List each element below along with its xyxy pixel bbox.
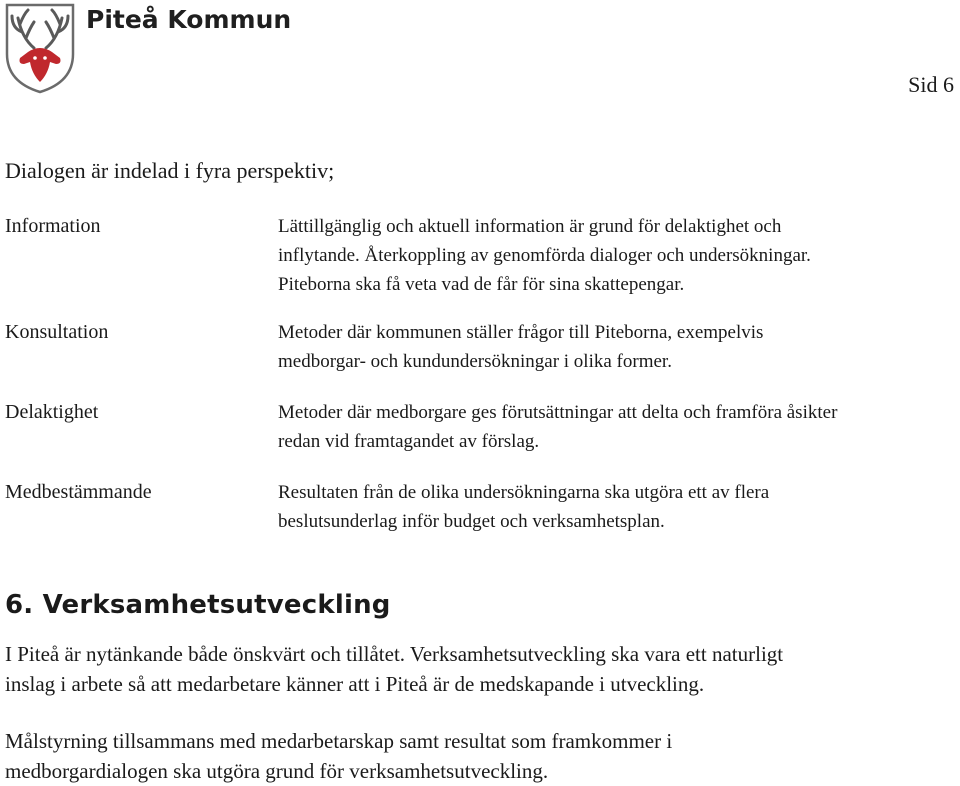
perspective-description-delaktighet (278, 398, 958, 456)
description-line: Resultaten från de olika undersökningarna ska utgöra ett av flera (278, 482, 770, 503)
perspective-description-medbestammande (278, 478, 958, 536)
page-number: Sid 6 (908, 72, 954, 97)
perspective-term-medbestammande: Medbestämmande (5, 481, 152, 503)
perspective-description-konsultation (278, 318, 958, 376)
description-line: inflytande. Återkoppling av genomförda dialoger och undersökningar. (278, 245, 811, 266)
perspective-term-konsultation: Konsultation (5, 321, 109, 343)
section-paragraph (5, 639, 955, 699)
perspective-term-information: Information (5, 215, 101, 237)
section-heading: 6. Verksamhetsutveckling (5, 590, 391, 620)
perspective-description-information (278, 212, 958, 299)
reindeer-shield-logo-icon (4, 2, 76, 94)
paragraph-line: medborgardialogen ska utgöra grund för verksamhetsutveckling. (5, 759, 549, 783)
description-line: Piteborna ska få veta vad de får för sina skattepengar. (278, 274, 685, 295)
description-line: beslutsunderlag inför budget och verksamhetsplan. (278, 511, 665, 532)
perspective-term-delaktighet: Delaktighet (5, 401, 99, 423)
organization-name: Piteå Kommun (86, 5, 292, 34)
paragraph-line: I Piteå är nytänkande både önskvärt och tillåtet. Verksamhetsutveckling ska vara ett naturligt (5, 642, 784, 666)
intro-text: Dialogen är indelad i fyra perspektiv; (5, 158, 335, 183)
section-paragraph (5, 726, 955, 786)
description-line: Metoder där kommunen ställer frågor till Piteborna, exempelvis (278, 322, 764, 343)
paragraph-line: inslag i arbete så att medarbetare känner att i Piteå är de medskapande i utveckling. (5, 672, 705, 696)
description-line: Metoder där medborgare ges förutsättningar att delta och framföra åsikter (278, 402, 838, 423)
description-line: medborgar- och kundundersökningar i olika former. (278, 351, 672, 372)
description-line: Lättillgänglig och aktuell information är grund för delaktighet och (278, 216, 782, 237)
description-line: redan vid framtagandet av förslag. (278, 431, 540, 452)
paragraph-line: Målstyrning tillsammans med medarbetarskap samt resultat som framkommer i (5, 729, 673, 753)
